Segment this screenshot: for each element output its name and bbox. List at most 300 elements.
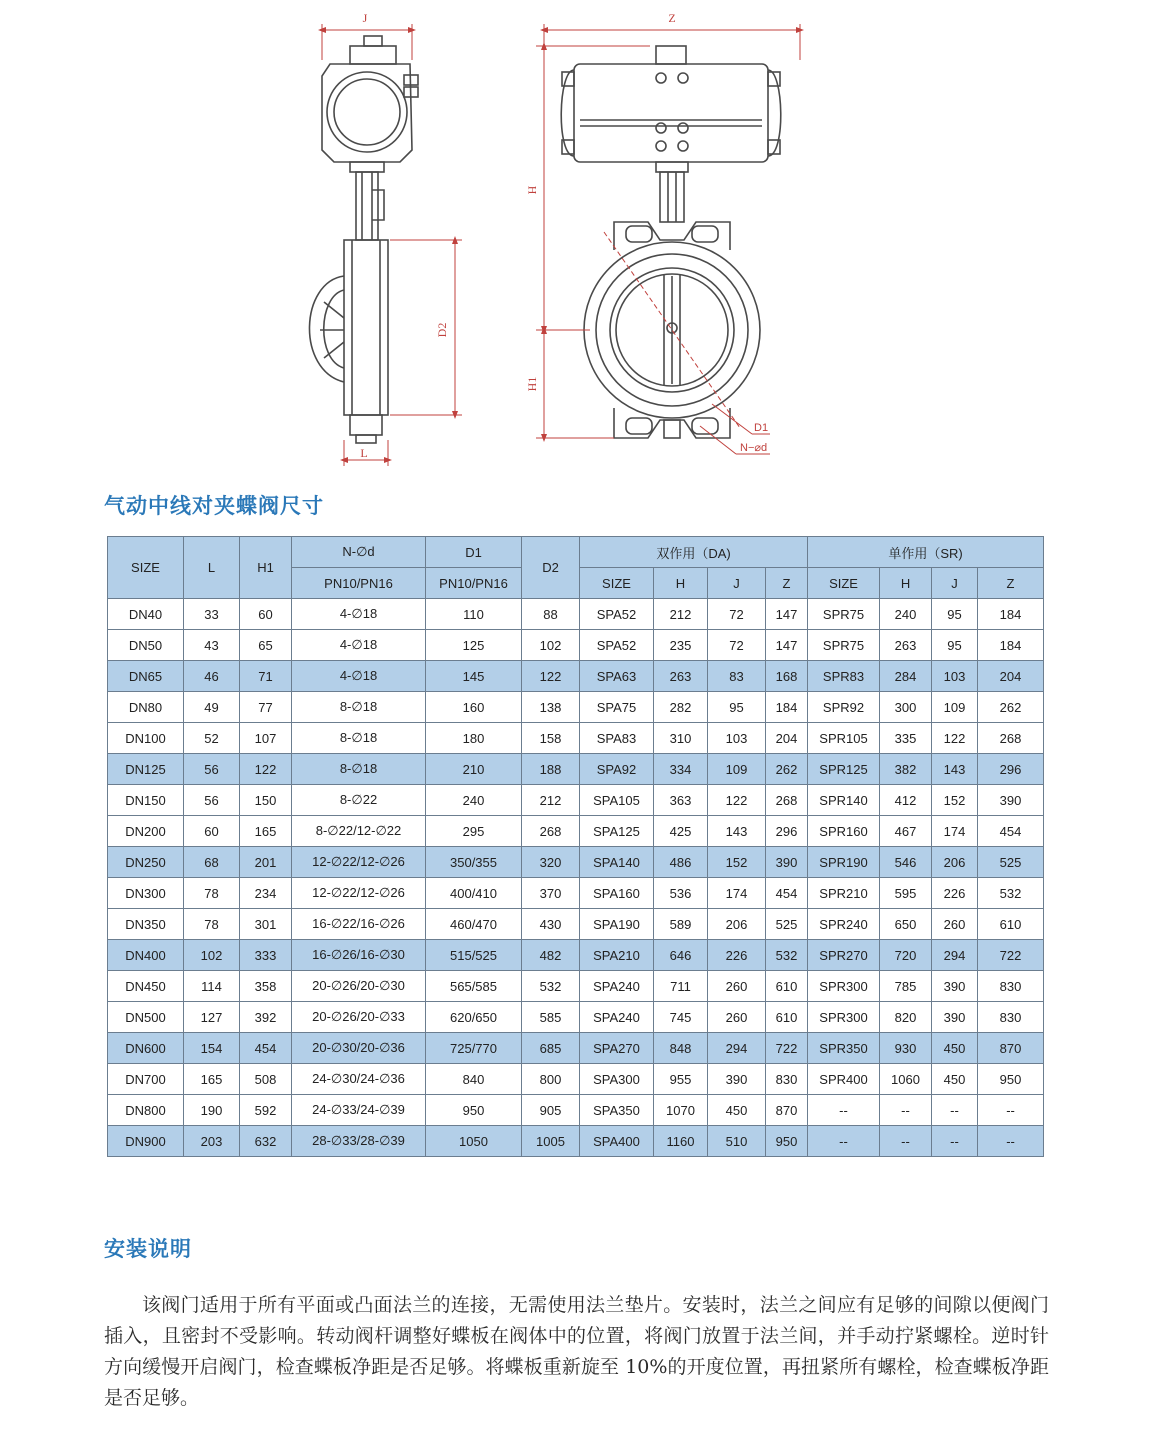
table-cell: 204: [978, 661, 1044, 692]
table-cell: 950: [766, 1126, 808, 1157]
table-cell: 840: [426, 1064, 522, 1095]
table-cell: SPA75: [580, 692, 654, 723]
table-cell: SPR240: [808, 909, 880, 940]
header-size: SIZE: [108, 537, 184, 599]
table-cell: 152: [708, 847, 766, 878]
table-cell: 333: [240, 940, 292, 971]
front-view-dimensions: [536, 24, 800, 454]
table-cell: 56: [184, 785, 240, 816]
table-cell: 585: [522, 1002, 580, 1033]
header-da-j: J: [708, 568, 766, 599]
table-cell: 294: [708, 1033, 766, 1064]
header-d1: D1: [426, 537, 522, 568]
table-cell: DN100: [108, 723, 184, 754]
table-cell: SPR160: [808, 816, 880, 847]
table-cell: SPA63: [580, 661, 654, 692]
table-cell: SPR400: [808, 1064, 880, 1095]
table-cell: --: [978, 1126, 1044, 1157]
table-cell: 650: [880, 909, 932, 940]
table-cell: SPA52: [580, 630, 654, 661]
table-cell: 235: [654, 630, 708, 661]
table-cell: 467: [880, 816, 932, 847]
table-cell: 262: [766, 754, 808, 785]
table-cell: SPA270: [580, 1033, 654, 1064]
table-cell: 107: [240, 723, 292, 754]
table-cell: 820: [880, 1002, 932, 1033]
table-cell: 16-∅26/16-∅30: [292, 940, 426, 971]
table-cell: 102: [522, 630, 580, 661]
table-cell: 160: [426, 692, 522, 723]
table-cell: 430: [522, 909, 580, 940]
table-cell: 68: [184, 847, 240, 878]
table-cell: 1070: [654, 1095, 708, 1126]
table-cell: 268: [522, 816, 580, 847]
table-cell: 1005: [522, 1126, 580, 1157]
table-cell: 263: [880, 630, 932, 661]
dim-label-l: L: [360, 446, 368, 460]
table-cell: SPA125: [580, 816, 654, 847]
table-cell: 20-∅30/20-∅36: [292, 1033, 426, 1064]
table-cell: 1060: [880, 1064, 932, 1095]
table-cell: DN500: [108, 1002, 184, 1033]
table-cell: 296: [766, 816, 808, 847]
table-cell: 260: [708, 971, 766, 1002]
table-cell: SPR300: [808, 1002, 880, 1033]
table-cell: 78: [184, 878, 240, 909]
table-cell: 294: [932, 940, 978, 971]
table-cell: 152: [932, 785, 978, 816]
table-cell: 263: [654, 661, 708, 692]
table-row: [108, 940, 1044, 971]
table-cell: SPA92: [580, 754, 654, 785]
dim-label-h: H: [525, 185, 539, 195]
table-cell: 206: [932, 847, 978, 878]
table-row: [108, 1126, 1044, 1157]
table-cell: 1050: [426, 1126, 522, 1157]
table-row: [108, 785, 1044, 816]
table-cell: SPR75: [808, 630, 880, 661]
table-cell: 8-∅22/12-∅22: [292, 816, 426, 847]
table-cell: 138: [522, 692, 580, 723]
table-cell: --: [808, 1126, 880, 1157]
table-cell: 8-∅18: [292, 692, 426, 723]
table-cell: 454: [978, 816, 1044, 847]
table-cell: 301: [240, 909, 292, 940]
table-cell: 610: [766, 1002, 808, 1033]
table-cell: DN125: [108, 754, 184, 785]
table-cell: 800: [522, 1064, 580, 1095]
dim-label-nd: N−⌀d: [740, 442, 768, 454]
table-cell: SPR210: [808, 878, 880, 909]
table-cell: 510: [708, 1126, 766, 1157]
table-cell: 335: [880, 723, 932, 754]
table-cell: 212: [522, 785, 580, 816]
table-cell: SPA105: [580, 785, 654, 816]
table-cell: 296: [978, 754, 1044, 785]
table-cell: 632: [240, 1126, 292, 1157]
table-cell: 188: [522, 754, 580, 785]
table-cell: 589: [654, 909, 708, 940]
header-sr-size: SIZE: [808, 568, 880, 599]
dim-label-d1: D1: [754, 422, 769, 434]
table-row: [108, 1095, 1044, 1126]
header-d2: D2: [522, 537, 580, 599]
table-cell: 174: [932, 816, 978, 847]
table-cell: DN200: [108, 816, 184, 847]
table-cell: 184: [978, 630, 1044, 661]
table-cell: 532: [978, 878, 1044, 909]
table-cell: 20-∅26/20-∅30: [292, 971, 426, 1002]
table-cell: SPA240: [580, 1002, 654, 1033]
table-cell: 870: [766, 1095, 808, 1126]
header-da-size: SIZE: [580, 568, 654, 599]
table-cell: SPR190: [808, 847, 880, 878]
table-cell: 180: [426, 723, 522, 754]
table-cell: 72: [708, 599, 766, 630]
table-cell: 830: [766, 1064, 808, 1095]
table-cell: 143: [708, 816, 766, 847]
table-cell: 262: [978, 692, 1044, 723]
install-instructions: 该阀门适用于所有平面或凸面法兰的连接，无需使用法兰垫片。安装时，法兰之间应有足够的间隙以便阀门插入，且密封不受影响。转动阀杆调整好蝶板在阀体中的位置，将阀门放置于法兰间，并手动拧紧螺栓。逆时针方向缓慢开启阀门，检查蝶板净距是否足够。将蝶板重新旋至 10%的开度位置，再扭紧所有螺栓，检查蝶板净距是否足够。: [104, 1294, 1049, 1409]
dim-label-z: Z: [668, 11, 676, 25]
table-cell: 16-∅22/16-∅26: [292, 909, 426, 940]
table-cell: 174: [708, 878, 766, 909]
table-row: [108, 816, 1044, 847]
table-cell: 8-∅18: [292, 723, 426, 754]
table-cell: 646: [654, 940, 708, 971]
header-sr-h: H: [880, 568, 932, 599]
table-cell: 109: [708, 754, 766, 785]
table-cell: 28-∅33/28-∅39: [292, 1126, 426, 1157]
table-cell: 334: [654, 754, 708, 785]
table-row: [108, 1002, 1044, 1033]
table-cell: 145: [426, 661, 522, 692]
table-cell: 46: [184, 661, 240, 692]
table-cell: DN80: [108, 692, 184, 723]
table-cell: 65: [240, 630, 292, 661]
table-cell: 190: [184, 1095, 240, 1126]
table-cell: --: [808, 1095, 880, 1126]
table-cell: 711: [654, 971, 708, 1002]
header-sr-j: J: [932, 568, 978, 599]
table-cell: 60: [184, 816, 240, 847]
table-header-row: [108, 537, 1044, 568]
table-cell: 482: [522, 940, 580, 971]
table-cell: 1160: [654, 1126, 708, 1157]
table-cell: 103: [932, 661, 978, 692]
table-cell: 203: [184, 1126, 240, 1157]
table-cell: DN150: [108, 785, 184, 816]
table-cell: 33: [184, 599, 240, 630]
table-cell: 950: [426, 1095, 522, 1126]
table-cell: DN400: [108, 940, 184, 971]
table-cell: SPA140: [580, 847, 654, 878]
table-cell: 4-∅18: [292, 630, 426, 661]
table-cell: --: [880, 1126, 932, 1157]
table-cell: 722: [978, 940, 1044, 971]
table-row: [108, 630, 1044, 661]
table-cell: DN700: [108, 1064, 184, 1095]
table-cell: 260: [932, 909, 978, 940]
table-cell: 72: [708, 630, 766, 661]
table-cell: --: [978, 1095, 1044, 1126]
table-cell: 536: [654, 878, 708, 909]
table-cell: 95: [932, 599, 978, 630]
header-sr-z: Z: [978, 568, 1044, 599]
table-cell: 610: [978, 909, 1044, 940]
table-cell: 486: [654, 847, 708, 878]
table-cell: 165: [240, 816, 292, 847]
table-cell: 240: [426, 785, 522, 816]
table-cell: DN300: [108, 878, 184, 909]
table-cell: 24-∅33/24-∅39: [292, 1095, 426, 1126]
table-cell: 282: [654, 692, 708, 723]
table-cell: 390: [708, 1064, 766, 1095]
table-cell: 390: [766, 847, 808, 878]
table-cell: 210: [426, 754, 522, 785]
dim-label-j: J: [362, 11, 368, 25]
table-cell: 109: [932, 692, 978, 723]
table-cell: 212: [654, 599, 708, 630]
table-cell: DN350: [108, 909, 184, 940]
table-cell: SPA210: [580, 940, 654, 971]
table-cell: 158: [522, 723, 580, 754]
table-row: [108, 1064, 1044, 1095]
table-cell: 363: [654, 785, 708, 816]
table-cell: 20-∅26/20-∅33: [292, 1002, 426, 1033]
table-cell: 150: [240, 785, 292, 816]
table-cell: 300: [880, 692, 932, 723]
table-cell: 392: [240, 1002, 292, 1033]
table-cell: 610: [766, 971, 808, 1002]
header-da-z: Z: [766, 568, 808, 599]
table-body: [108, 599, 1044, 1157]
table-cell: SPR350: [808, 1033, 880, 1064]
table-cell: 260: [708, 1002, 766, 1033]
table-row: [108, 909, 1044, 940]
table-cell: DN50: [108, 630, 184, 661]
table-cell: 4-∅18: [292, 599, 426, 630]
table-cell: 830: [978, 1002, 1044, 1033]
header-h1: H1: [240, 537, 292, 599]
table-cell: 71: [240, 661, 292, 692]
dim-label-d2: D2: [435, 322, 449, 338]
dim-label-h1: H1: [525, 376, 539, 392]
table-cell: SPA350: [580, 1095, 654, 1126]
table-row: [108, 878, 1044, 909]
table-cell: 143: [932, 754, 978, 785]
table-cell: 268: [766, 785, 808, 816]
table-cell: 201: [240, 847, 292, 878]
table-cell: 955: [654, 1064, 708, 1095]
table-cell: 382: [880, 754, 932, 785]
table-cell: 848: [654, 1033, 708, 1064]
table-cell: SPA400: [580, 1126, 654, 1157]
table-cell: 400/410: [426, 878, 522, 909]
table-cell: 24-∅30/24-∅36: [292, 1064, 426, 1095]
table-cell: 390: [978, 785, 1044, 816]
table-row: [108, 1033, 1044, 1064]
table-cell: 154: [184, 1033, 240, 1064]
table-cell: 95: [708, 692, 766, 723]
header-da-h: H: [654, 568, 708, 599]
table-cell: 525: [766, 909, 808, 940]
section-title-dimensions: 气动中线对夹蝶阀尺寸: [104, 494, 324, 518]
table-cell: DN800: [108, 1095, 184, 1126]
table-cell: 525: [978, 847, 1044, 878]
table-cell: 122: [932, 723, 978, 754]
table-cell: 168: [766, 661, 808, 692]
table-cell: --: [932, 1126, 978, 1157]
table-cell: 268: [978, 723, 1044, 754]
table-row: [108, 971, 1044, 1002]
table-cell: DN65: [108, 661, 184, 692]
table-cell: 4-∅18: [292, 661, 426, 692]
table-cell: 595: [880, 878, 932, 909]
table-cell: 147: [766, 599, 808, 630]
table-row: [108, 723, 1044, 754]
table-cell: SPA83: [580, 723, 654, 754]
table-cell: 450: [708, 1095, 766, 1126]
header-da-group: 双作用（DA): [580, 537, 808, 568]
table-cell: 122: [708, 785, 766, 816]
front-view: [561, 46, 781, 438]
table-cell: SPA190: [580, 909, 654, 940]
table-cell: 114: [184, 971, 240, 1002]
table-cell: 56: [184, 754, 240, 785]
table-cell: 358: [240, 971, 292, 1002]
table-row: [108, 692, 1044, 723]
table-row: [108, 847, 1044, 878]
table-cell: 78: [184, 909, 240, 940]
header-sr-group: 单作用（SR): [808, 537, 1044, 568]
header-nd-sub: PN10/PN16: [292, 568, 426, 599]
table-cell: 206: [708, 909, 766, 940]
table-cell: 592: [240, 1095, 292, 1126]
table-cell: 204: [766, 723, 808, 754]
table-cell: 234: [240, 878, 292, 909]
table-cell: 720: [880, 940, 932, 971]
table-cell: 43: [184, 630, 240, 661]
table-cell: 147: [766, 630, 808, 661]
table-row: [108, 754, 1044, 785]
table-cell: 122: [522, 661, 580, 692]
table-cell: SPR75: [808, 599, 880, 630]
table-cell: DN450: [108, 971, 184, 1002]
table-cell: SPA52: [580, 599, 654, 630]
table-cell: 127: [184, 1002, 240, 1033]
section-title-install: 安装说明: [104, 1237, 192, 1261]
table-cell: SPA240: [580, 971, 654, 1002]
table-cell: 350/355: [426, 847, 522, 878]
table-cell: 565/585: [426, 971, 522, 1002]
table-row: [108, 599, 1044, 630]
table-cell: 8-∅22: [292, 785, 426, 816]
valve-technical-drawing: [0, 0, 1150, 480]
table-cell: 950: [978, 1064, 1044, 1095]
table-cell: 546: [880, 847, 932, 878]
table-cell: 532: [766, 940, 808, 971]
table-cell: SPR270: [808, 940, 880, 971]
table-cell: 110: [426, 599, 522, 630]
header-d1-sub: PN10/PN16: [426, 568, 522, 599]
table-cell: --: [932, 1095, 978, 1126]
table-cell: SPR300: [808, 971, 880, 1002]
table-cell: SPR125: [808, 754, 880, 785]
header-nd: N-∅d: [292, 537, 426, 568]
table-cell: 165: [184, 1064, 240, 1095]
header-l: L: [184, 537, 240, 599]
table-cell: 450: [932, 1033, 978, 1064]
table-cell: 12-∅22/12-∅26: [292, 878, 426, 909]
table-cell: SPR140: [808, 785, 880, 816]
table-cell: 830: [978, 971, 1044, 1002]
table-cell: 745: [654, 1002, 708, 1033]
table-cell: 930: [880, 1033, 932, 1064]
table-row: [108, 661, 1044, 692]
table-cell: DN600: [108, 1033, 184, 1064]
table-cell: 532: [522, 971, 580, 1002]
table-cell: 77: [240, 692, 292, 723]
table-cell: 320: [522, 847, 580, 878]
table-cell: 295: [426, 816, 522, 847]
table-cell: 103: [708, 723, 766, 754]
table-cell: 870: [978, 1033, 1044, 1064]
table-cell: 83: [708, 661, 766, 692]
table-cell: 12-∅22/12-∅26: [292, 847, 426, 878]
table-cell: 905: [522, 1095, 580, 1126]
table-cell: 60: [240, 599, 292, 630]
table-cell: 226: [708, 940, 766, 971]
table-cell: 390: [932, 971, 978, 1002]
table-cell: DN900: [108, 1126, 184, 1157]
table-cell: 425: [654, 816, 708, 847]
table-cell: 122: [240, 754, 292, 785]
table-cell: 454: [766, 878, 808, 909]
table-cell: 52: [184, 723, 240, 754]
table-cell: 390: [932, 1002, 978, 1033]
table-cell: DN250: [108, 847, 184, 878]
table-cell: 125: [426, 630, 522, 661]
table-cell: 454: [240, 1033, 292, 1064]
table-cell: SPA300: [580, 1064, 654, 1095]
table-cell: SPR83: [808, 661, 880, 692]
table-cell: --: [880, 1095, 932, 1126]
table-cell: 284: [880, 661, 932, 692]
table-cell: 226: [932, 878, 978, 909]
table-cell: 8-∅18: [292, 754, 426, 785]
table-cell: 49: [184, 692, 240, 723]
table-cell: SPR105: [808, 723, 880, 754]
dimensions-table: [107, 536, 1044, 1157]
table-cell: 515/525: [426, 940, 522, 971]
table-cell: 102: [184, 940, 240, 971]
table-cell: 184: [978, 599, 1044, 630]
table-cell: 785: [880, 971, 932, 1002]
table-cell: 508: [240, 1064, 292, 1095]
table-cell: 460/470: [426, 909, 522, 940]
table-cell: SPA160: [580, 878, 654, 909]
table-cell: 310: [654, 723, 708, 754]
table-cell: 184: [766, 692, 808, 723]
table-cell: 240: [880, 599, 932, 630]
table-cell: 685: [522, 1033, 580, 1064]
table-cell: 370: [522, 878, 580, 909]
table-cell: SPR92: [808, 692, 880, 723]
table-cell: DN40: [108, 599, 184, 630]
table-cell: 412: [880, 785, 932, 816]
table-cell: 95: [932, 630, 978, 661]
